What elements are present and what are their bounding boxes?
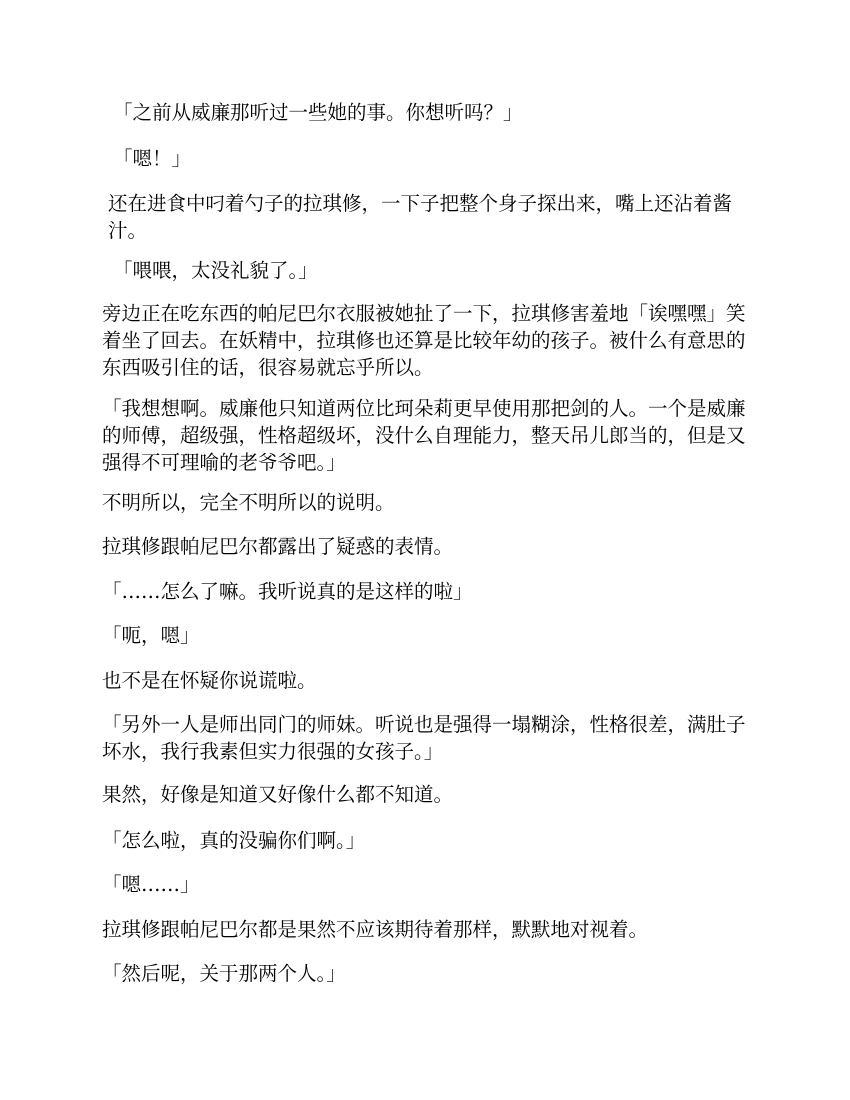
paragraph-1: 「之前从威廉那听过一些她的事。你想听吗？」 xyxy=(113,101,523,124)
paragraph-8: 拉琪修跟帕尼巴尔都露出了疑惑的表情。 xyxy=(102,535,454,558)
paragraph-11: 也不是在怀疑你说谎啦。 xyxy=(102,669,317,692)
paragraph-12: 「另外一人是师出同门的师妹。听说也是强得一塌糊涂，性格很差，满肚子坏水，我行我素但实力很强的女孩子。」 xyxy=(102,713,746,763)
paragraph-10: 「呃，嗯」 xyxy=(102,624,200,647)
paragraph-17: 「然后呢，关于那两个人。」 xyxy=(102,962,346,985)
paragraph-15: 「嗯……」 xyxy=(102,873,200,896)
paragraph-16: 拉琪修跟帕尼巴尔都是果然不应该期待着那样，默默地对视着。 xyxy=(102,918,649,941)
paragraph-6: 「我想想啊。威廉他只知道两位比珂朵莉更早使用那把剑的人。一个是威廉的师傅，超级强，性格超级坏，没什么自理能力，整天吊儿郎当的，但是又强得不可理喻的老爷爷吧。」 xyxy=(102,397,746,474)
paragraph-3: 还在进食中叼着勺子的拉琪修，一下子把整个身子探出来，嘴上还沾着酱汁。 xyxy=(108,192,733,242)
paragraph-2: 「嗯！」 xyxy=(113,147,192,170)
paragraph-4: 「喂喂，太没礼貌了。」 xyxy=(113,259,318,282)
paragraph-5: 旁边正在吃东西的帕尼巴尔衣服被她扯了一下，拉琪修害羞地「诶嘿嘿」笑着坐了回去。在妖精中，拉琪修也还算是比较年幼的孩子。被什么有意思的东西吸引住的话，很容易就忘乎所以。 xyxy=(102,302,746,379)
paragraph-9: 「……怎么了嘛。我听说真的是这样的啦」 xyxy=(102,580,473,603)
paragraph-13: 果然，好像是知道又好像什么都不知道。 xyxy=(102,783,454,806)
paragraph-14: 「怎么啦，真的没骗你们啊。」 xyxy=(102,829,366,852)
paragraph-7: 不明所以，完全不明所以的说明。 xyxy=(102,491,395,514)
